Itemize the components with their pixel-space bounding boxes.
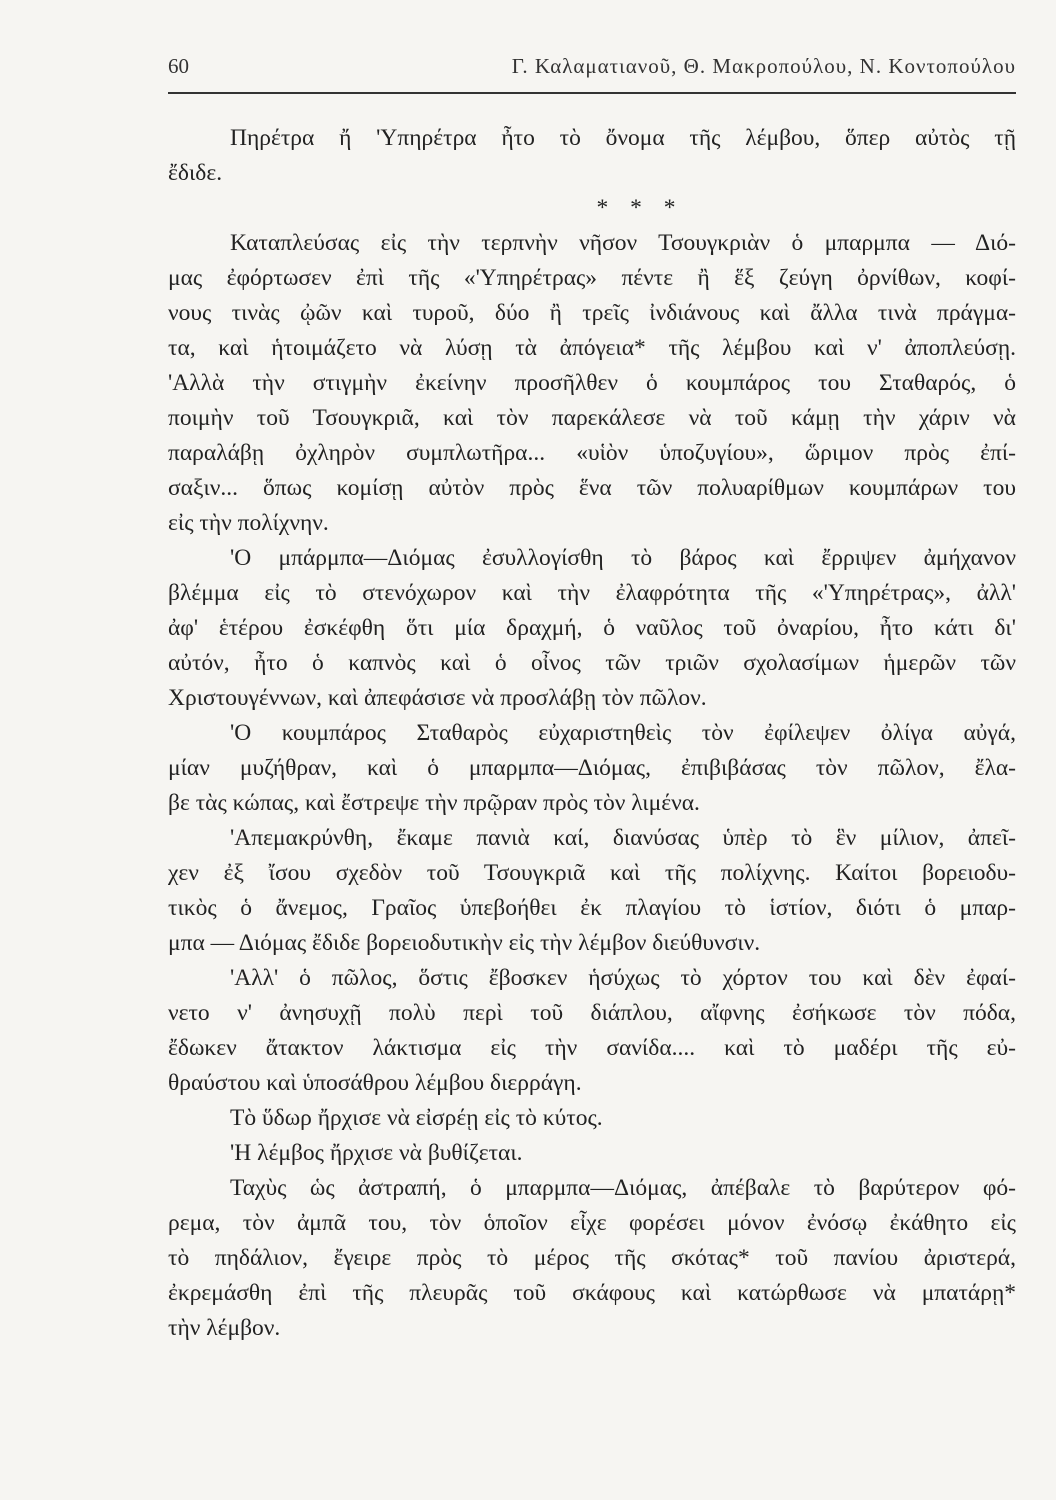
paragraph xyxy=(168,961,1016,1101)
text-line: 'Αλλ' ὁ πῶλος, ὅστις ἔβοσκεν ἡσύχως τὸ χόρτον του καὶ δὲν ἐφαί- xyxy=(230,965,1016,991)
text-line: Πηρέτρα ἤ 'Υπηρέτρα ἦτο τὸ ὄνομα τῆς λέμβου, ὅπερ αὐτὸς τῇ xyxy=(230,125,1016,151)
text-line: ποιμὴν τοῦ Τσουγκριᾶ, καὶ τὸν παρεκάλεσε νὰ τοῦ κάμῃ τὴν χάριν νὰ xyxy=(168,405,1016,431)
paragraph xyxy=(168,1101,1016,1136)
paragraph xyxy=(168,716,1016,821)
text-line: χεν ἐξ ἴσου σχεδὸν τοῦ Τσουγκριᾶ καὶ τῆς πολίχνης. Καίτοι βορειοδυ- xyxy=(168,860,1016,886)
text-line: ρεμα, τὸν ἀμπᾶ του, τὸν ὁποῖον εἶχε φορέσει μόνον ἐνόσῳ ἐκάθητο εἰς xyxy=(168,1210,1016,1236)
text-line: Καταπλεύσας εἰς τὴν τερπνὴν νῆσον Τσουγκριὰν ὁ μπαρμπα — Διό- xyxy=(230,230,1016,256)
paragraph xyxy=(168,1136,1016,1171)
section-break-asterism: * * * xyxy=(596,195,684,221)
text-line: τα, καὶ ἡτοιμάζετο νὰ λύσῃ τὰ ἀπόγεια* τῆς λέμβου καὶ ν' ἀποπλεύσῃ. xyxy=(168,335,1016,361)
text-line: 'Απεμακρύνθη, ἔκαμε πανιὰ καί, διανύσας ὑπὲρ τὸ ἓν μίλιον, ἀπεῖ- xyxy=(230,825,1016,851)
text-line: 'Ο μπάρμπα—Διόμας ἐσυλλογίσθη τὸ βάρος καὶ ἔρριψεν ἀμήχανον xyxy=(230,545,1016,571)
paragraph xyxy=(168,1171,1016,1346)
text-line: μας ἐφόρτωσεν ἐπὶ τῆς «'Υπηρέτρας» πέντε ἢ ἕξ ζεύγη ὀρνίθων, κοφί- xyxy=(168,265,1016,291)
text-line: παραλάβῃ ὀχληρὸν συμπλωτῆρα... «υἱὸν ὑποζυγίου», ὥριμον πρὸς ἐπί- xyxy=(168,440,1016,466)
text-line: ἔδιδε. xyxy=(168,160,223,186)
text-line: 'Αλλὰ τὴν στιγμὴν ἐκείνην προσῆλθεν ὁ κουμπάρος του Σταθαρός, ὁ xyxy=(168,370,1016,396)
paragraph xyxy=(168,226,1016,541)
text-line: τὸ πηδάλιον, ἔγειρε πρὸς τὸ μέρος τῆς σκότας* τοῦ πανίου ἀριστερά, xyxy=(168,1245,1016,1271)
text-line: νετο ν' ἀνησυχῇ πολὺ περὶ τοῦ διάπλου, αἴφνης ἐσήκωσε τὸν πόδα, xyxy=(168,1000,1016,1026)
text-line: Τὸ ὕδωρ ἤρχισε νὰ εἰσρέῃ εἰς τὸ κύτος. xyxy=(230,1105,603,1131)
text-line: Χριστουγέννων, καὶ ἀπεφάσισε νὰ προσλάβῃ τὸν πῶλον. xyxy=(168,685,707,711)
text-line: 'Ο κουμπάρος Σταθαρὸς εὐχαριστηθεὶς τὸν ἐφίλεψεν ὀλίγα αὐγά, xyxy=(230,720,1016,746)
text-line: αὐτόν, ἦτο ὁ καπνὸς καὶ ὁ οἶνος τῶν τριῶν σχολασίμων ἡμερῶν τῶν xyxy=(168,650,1016,676)
text-line: τὴν λέμβον. xyxy=(168,1315,281,1341)
text-line: εἰς τὴν πολίχνην. xyxy=(168,510,329,536)
paragraph xyxy=(168,541,1016,716)
page-header xyxy=(168,54,1016,84)
paragraphs xyxy=(168,226,1016,1346)
text-line: θραύστου καὶ ὑποσάθρου λέμβου διερράγη. xyxy=(168,1070,582,1096)
text-line: μπα — Διόμας ἔδιδε βορειοδυτικὴν εἰς τὴν λέμβον διεύθυνσιν. xyxy=(168,930,761,956)
body-text xyxy=(168,121,1016,1346)
opening-paragraph xyxy=(168,121,1016,191)
text-line: ἀφ' ἑτέρου ἐσκέφθη ὅτι μία δραχμή, ὁ ναῦλος τοῦ ὀναρίου, ἦτο κάτι δι' xyxy=(168,615,1016,641)
paragraph xyxy=(168,821,1016,961)
text-line: βε τὰς κώπας, καὶ ἔστρεψε τὴν πρῷραν πρὸς τὸν λιμένα. xyxy=(168,790,700,816)
running-title: Γ. Καλαματιανοῦ, Θ. Μακροπούλου, Ν. Κοντοπούλου xyxy=(511,54,1016,78)
header-rule xyxy=(168,92,1016,94)
text-line: βλέμμα εἰς τὸ στενόχωρον καὶ τὴν ἐλαφρότητα τῆς «'Υπηρέτρας», ἀλλ' xyxy=(168,580,1016,606)
text-line: τικὸς ὁ ἄνεμος, Γραῖος ὑπεβοήθει ἐκ πλαγίου τὸ ἱστίον, διότι ὁ μπαρ- xyxy=(168,895,1016,921)
text-line: ἐκρεμάσθη ἐπὶ τῆς πλευρᾶς τοῦ σκάφους καὶ κατώρθωσε νὰ μπατάρῃ* xyxy=(168,1280,1016,1306)
page-number: 60 xyxy=(168,54,189,78)
text-line: νους τινὰς ᾠῶν καὶ τυροῦ, δύο ἢ τρεῖς ἰνδιάνους καὶ ἄλλα τινὰ πράγμα- xyxy=(168,300,1016,326)
text-line: 'Η λέμβος ἤρχισε νὰ βυθίζεται. xyxy=(230,1140,523,1166)
text-line: σαξιν... ὅπως κομίσῃ αὐτὸν πρὸς ἕνα τῶν πολυαρίθμων κουμπάρων του xyxy=(168,475,1016,501)
text-line: μίαν μυζήθραν, καὶ ὁ μπαρμπα—Διόμας, ἐπιβιβάσας τὸν πῶλον, ἔλα- xyxy=(168,755,1016,781)
text-line: Ταχὺς ὡς ἀστραπή, ὁ μπαρμπα—Διόμας, ἀπέβαλε τὸ βαρύτερον φό- xyxy=(230,1175,1016,1201)
text-line: ἔδωκεν ἄτακτον λάκτισμα εἰς τὴν σανίδα.... καὶ τὸ μαδέρι τῆς εὐ- xyxy=(168,1035,1016,1061)
